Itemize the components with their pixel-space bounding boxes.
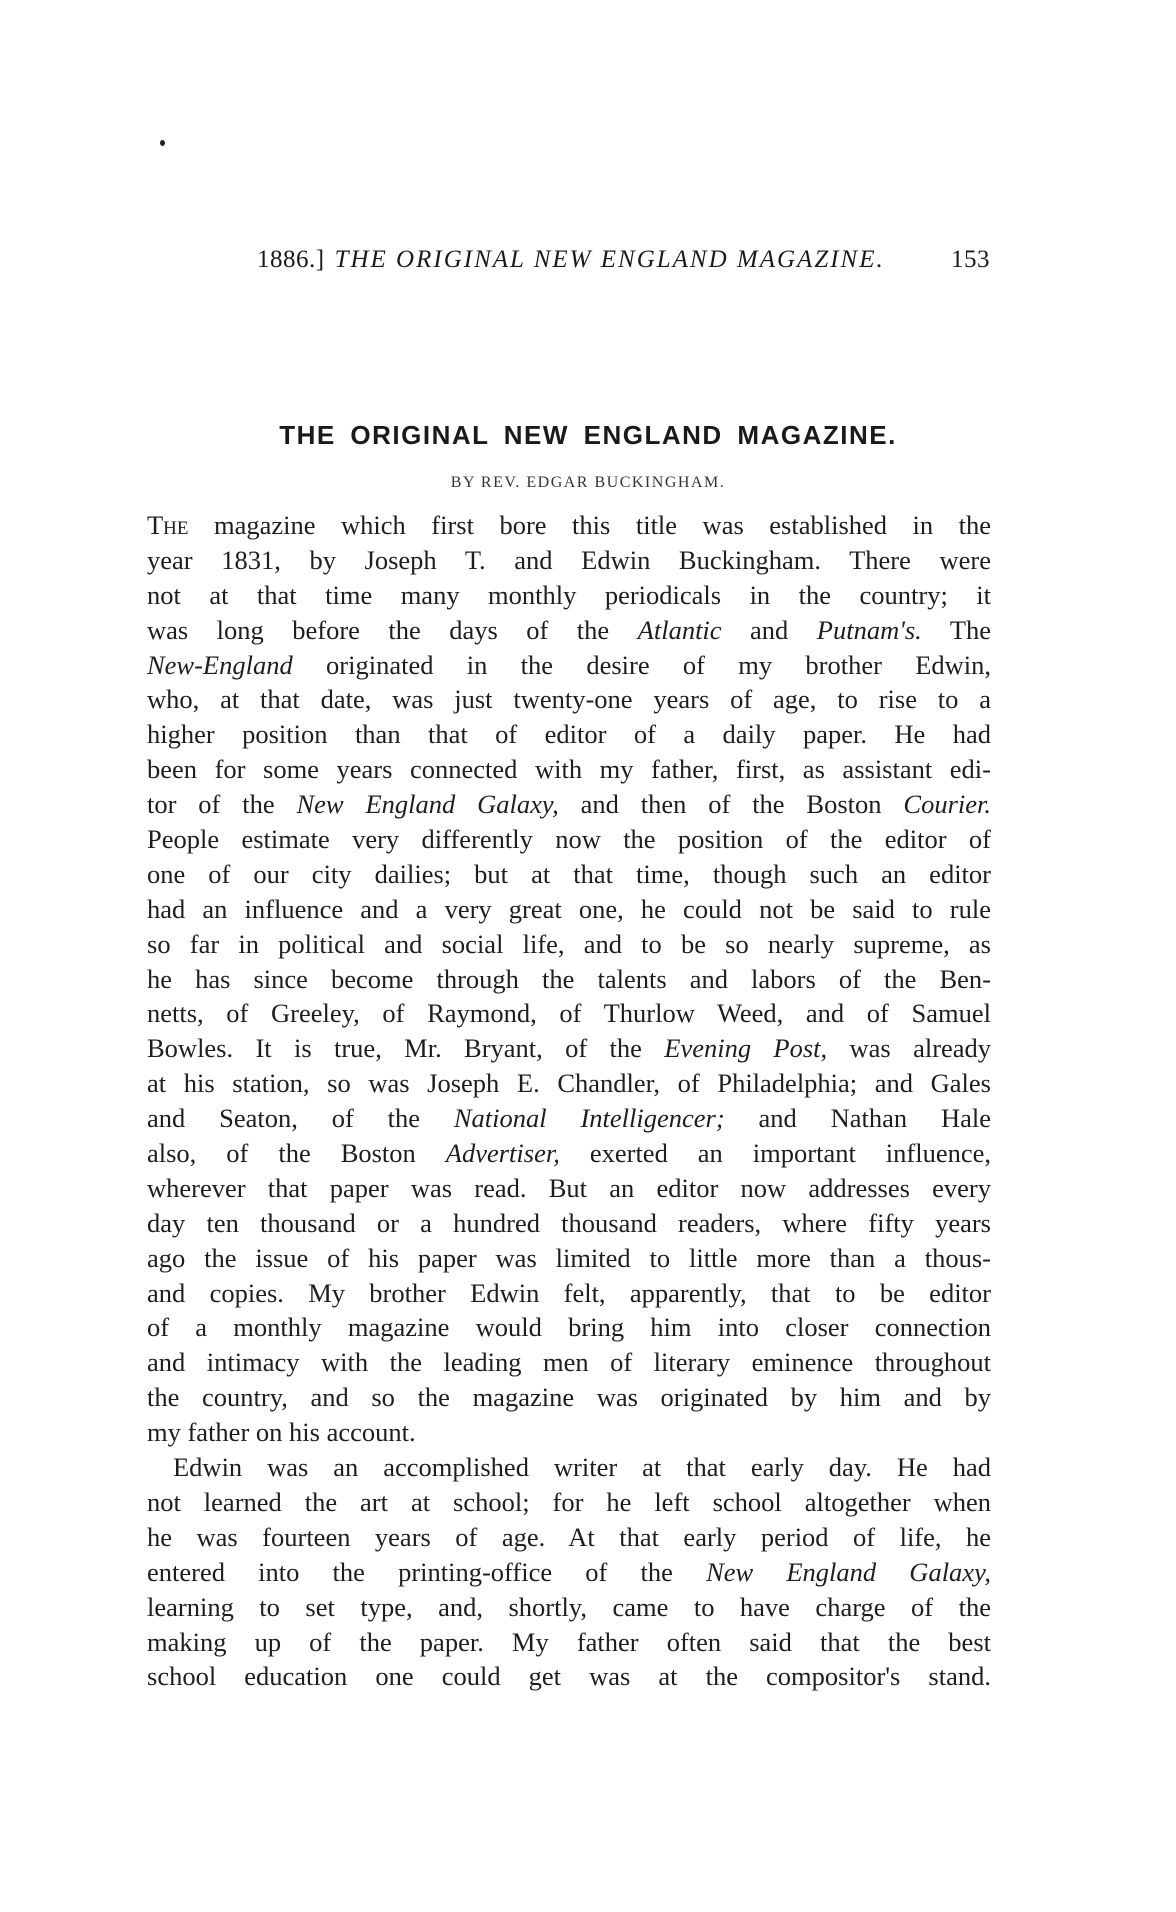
text-line <box>147 1031 991 1066</box>
italic-title: Putnam's. <box>816 614 922 645</box>
text-line: school education one could get was at the compositor's stand. <box>147 1661 991 1692</box>
text-line: not at that time many monthly periodicals in the country; it <box>147 579 991 610</box>
text-line <box>147 1136 991 1171</box>
header-running-title: THE ORIGINAL NEW ENGLAND MAGAZINE. <box>334 246 885 273</box>
text-line: so far in political and social life, and to be so nearly supreme, as <box>147 928 991 959</box>
text-run: also, of the Boston <box>147 1138 416 1169</box>
text-run: and then of the Boston <box>580 789 882 820</box>
italic-title: Atlantic <box>637 614 722 645</box>
text-line <box>147 613 991 648</box>
text-line: who, at that date, was just twenty-one years of age, to rise to a <box>147 684 991 715</box>
italic-title: National Intelligencer; <box>453 1103 725 1134</box>
text-line: the country, and so the magazine was originated by him and by <box>147 1382 991 1413</box>
text-line: year 1831, by Joseph T. and Edwin Buckingham. There were <box>147 544 991 575</box>
text-line: netts, of Greeley, of Raymond, of Thurlow Weed, and of Samuel <box>147 998 991 1029</box>
text-line: not learned the art at school; for he left school altogether when <box>147 1486 991 1517</box>
text-line <box>147 508 991 543</box>
text-run: and Nathan Hale <box>758 1103 992 1134</box>
text-line: day ten thousand or a hundred thousand readers, where fifty years <box>147 1207 991 1238</box>
text-line: of a monthly magazine would bring him into closer connection <box>147 1312 991 1343</box>
text-line: making up of the paper. My father often said that the best <box>147 1626 991 1657</box>
text-line: he has since become through the talents and labors of the Ben- <box>147 963 991 994</box>
text-line: learning to set type, and, shortly, came to have charge of the <box>147 1591 991 1622</box>
text-run: originated in the desire of my brother Edwin, <box>326 649 991 680</box>
text-line: had an influence and a very great one, he could not be said to rule <box>147 893 991 924</box>
text-run: was long before the days of the <box>147 614 610 645</box>
header-year: 1886.] <box>257 246 325 273</box>
text-line: and copies. My brother Edwin felt, apparently, that to be editor <box>147 1277 991 1308</box>
text-line: higher position than that of editor of a daily paper. He had <box>147 719 991 750</box>
text-run: and Seaton, of the <box>147 1103 420 1134</box>
italic-title: New-England <box>147 649 293 680</box>
page-number: 153 <box>951 246 990 273</box>
italic-title: Courier. <box>903 789 992 820</box>
text-run: magazine which first bore this title was established in the <box>214 510 991 540</box>
text-line: been for some years connected with my father, first, as assistant edi- <box>147 754 991 785</box>
text-run: entered into the printing-office of the <box>147 1556 673 1587</box>
article-body <box>147 508 991 1694</box>
text-run: Bowles. It is true, Mr. Bryant, of the <box>147 1033 642 1064</box>
text-line <box>147 787 991 822</box>
text-run: tor of the <box>147 789 275 820</box>
text-run: was already <box>849 1033 992 1064</box>
article-byline: BY REV. EDGAR BUCKINGHAM. <box>450 474 726 491</box>
text-line <box>147 648 991 683</box>
text-line: wherever that paper was read. But an editor now addresses every <box>147 1172 991 1203</box>
text-line: at his station, so was Joseph E. Chandler, of Philadelphia; and Gales <box>147 1068 991 1099</box>
ink-speck <box>160 140 165 146</box>
text-line: my father on his account. <box>147 1417 416 1448</box>
drop-word: The <box>147 510 189 540</box>
article-title: THE ORIGINAL NEW ENGLAND MAGAZINE. <box>279 420 897 450</box>
text-run: The <box>949 614 992 645</box>
text-run: exerted an important influence, <box>589 1138 992 1169</box>
text-line: ago the issue of his paper was limited to little more than a thous- <box>147 1242 991 1273</box>
text-line <box>147 1101 991 1136</box>
running-header <box>257 246 990 274</box>
text-run: and <box>750 614 789 645</box>
italic-title: Advertiser, <box>445 1138 560 1169</box>
italic-title: New England Galaxy, <box>296 789 559 820</box>
text-line: Edwin was an accomplished writer at that early day. He had <box>173 1452 991 1483</box>
italic-title: Evening Post, <box>664 1033 828 1064</box>
text-line: People estimate very differently now the position of the editor of <box>147 824 991 855</box>
text-line <box>147 1555 991 1590</box>
italic-title: New England Galaxy, <box>706 1556 991 1587</box>
text-line: one of our city dailies; but at that time, though such an editor <box>147 858 991 889</box>
text-line: and intimacy with the leading men of literary eminence throughout <box>147 1347 991 1378</box>
text-line: he was fourteen years of age. At that early period of life, he <box>147 1521 991 1552</box>
